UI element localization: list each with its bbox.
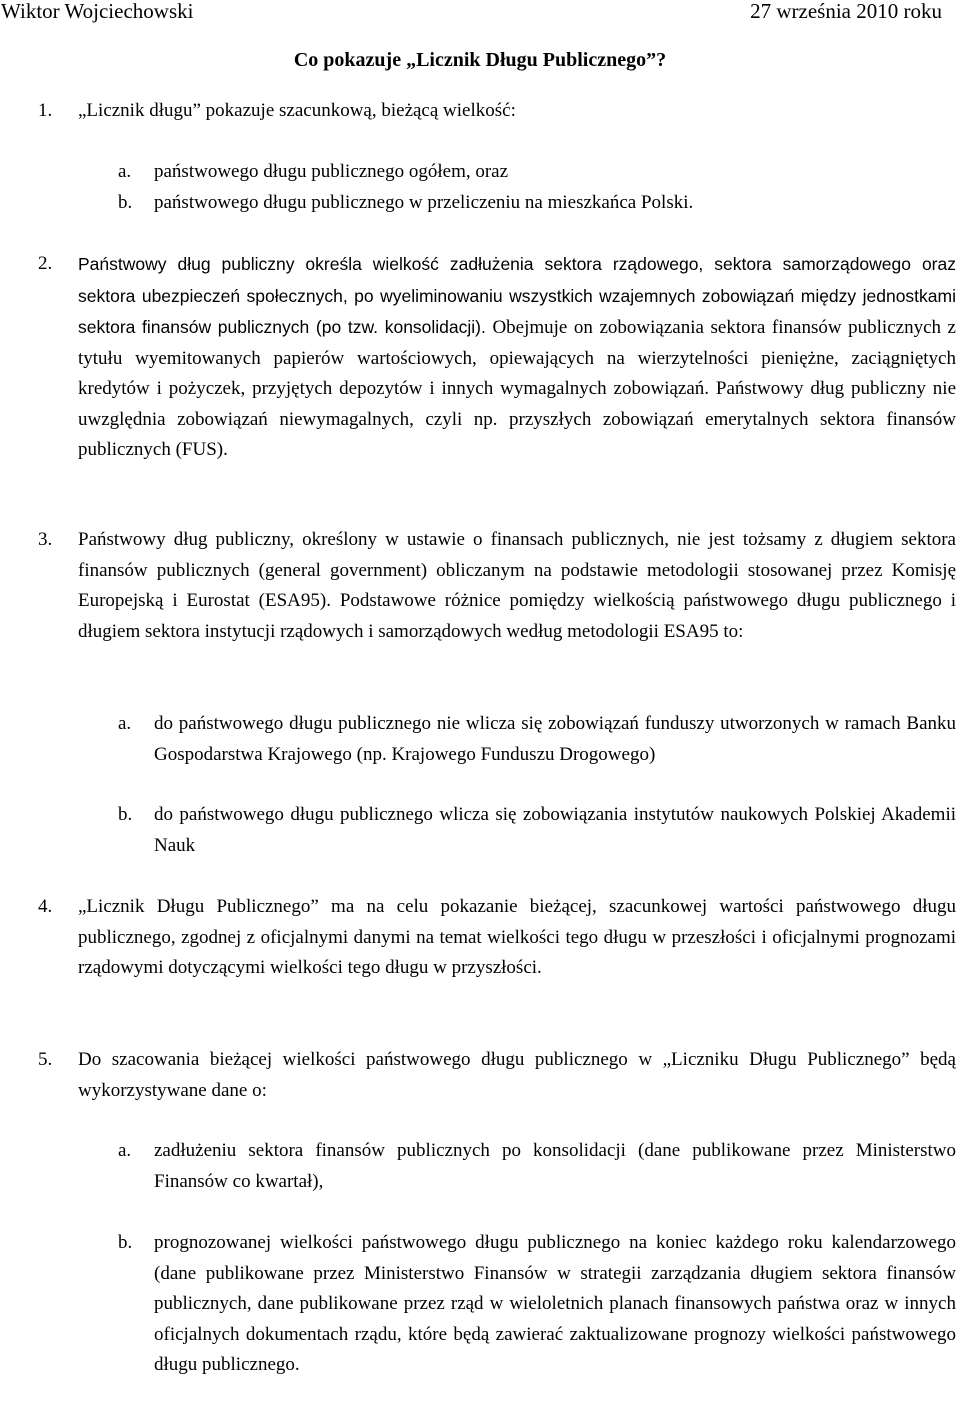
section-number: 5. [38,1049,53,1070]
header-date: 27 września 2010 roku [750,0,942,23]
subitem-text: państwowego długu publicznego w przeliczeniu na mieszkańca Polski. [154,192,694,213]
section-text [78,249,956,466]
subitem-letter: a. [118,1140,132,1161]
subitem-letter: b. [118,1232,133,1253]
section-number: 3. [38,529,53,550]
subitem-letter: a. [118,161,132,182]
subitem-letter: b. [118,192,133,213]
subitem-text: zadłużeniu sektora finansów publicznych po konsolidacji (dane publikowane przez Ministerstwo Finansów co kwartał), [154,1140,956,1192]
section-number: 4. [38,896,53,917]
header-author: Wiktor Wojciechowski [1,0,194,23]
subitem-text: do państwowego długu publicznego nie wlicza się zobowiązań funduszy utworzonych w ramach Banku Gospodarstwa Krajowego (np. Krajowego Funduszu Drogowego) [154,713,956,765]
section-number: 1. [38,100,53,121]
section-text: Państwowy dług publiczny, określony w ustawie o finansach publicznych, nie jest tożsamy z długiem sektora finansów publicznych (general government) obliczanym na podstawie metodologii stosowanej przez Komisję Europejską i Eurostat (ESA95). Podstawowe różnice pomiędzy wielkością państwowego długu publicznego i długiem sektora instytucji rządowych i samorządowych według metodologii ESA95 to: [78,529,956,642]
section-number: 2. [38,253,53,274]
section-text-sans: Państwowy dług publiczny określa wielkość zadłużenia sektora rządowego, sektora samorządowego oraz sektora ubezpieczeń społecznych, po wyeliminowaniu wszystkich wzajemnych zobowiązań między jednostkami sektora finansów publicznych (po tzw. konsolidacji). [78,254,956,337]
section-text: „Licznik Długu Publicznego” ma na celu pokazanie bieżącej, szacunkowej wartości państwowego długu publicznego, zgodnej z oficjalnymi danymi na temat wielkości tego długu w przeszłości i oficjalnymi prognozami rządowymi dotyczącymi wielkości tego długu w przyszłości. [78,896,956,978]
subitem-text: państwowego długu publicznego ogółem, oraz [154,161,509,182]
section-text: „Licznik długu” pokazuje szacunkową, bieżącą wielkość: [78,100,516,121]
subitem-letter: a. [118,713,132,734]
subitem-text: prognozowanej wielkości państwowego długu publicznego na koniec każdego roku kalendarzowego (dane publikowane przez Ministerstwo Finansów w strategii zarządzania długiem sektora finansów publicznych, dane publikowane przez rząd w wieloletnich planach finansowych państwa oraz w innych oficjalnych dokumentach rządu, które będą zawierać zaktualizowane prognozy wielkości państwowego długu publicznego. [154,1232,956,1375]
section-text-serif: Obejmuje on zobowiązania sektora finansów publicznych z tytułu wyemitowanych papierów wartościowych, opiewających na wierzytelności pieniężne, zaciągniętych kredytów i pożyczek, przyjętych depozytów i innych wymagalnych zobowiązań. Państwowy dług publiczny nie uwzględnia zobowiązań niewymagalnych, czyli np. przyszłych zobowiązań emerytalnych sektora finansów publicznych (FUS). [78,317,956,460]
section-text: Do szacowania bieżącej wielkości państwowego długu publicznego w „Liczniku Długu Publicznego” będą wykorzystywane dane o: [78,1049,956,1101]
page-title: Co pokazuje „Licznik Długu Publicznego”? [293,49,667,71]
subitem-text: do państwowego długu publicznego wlicza się zobowiązania instytutów naukowych Polskiej Akademii Nauk [154,804,956,856]
subitem-letter: b. [118,804,133,825]
